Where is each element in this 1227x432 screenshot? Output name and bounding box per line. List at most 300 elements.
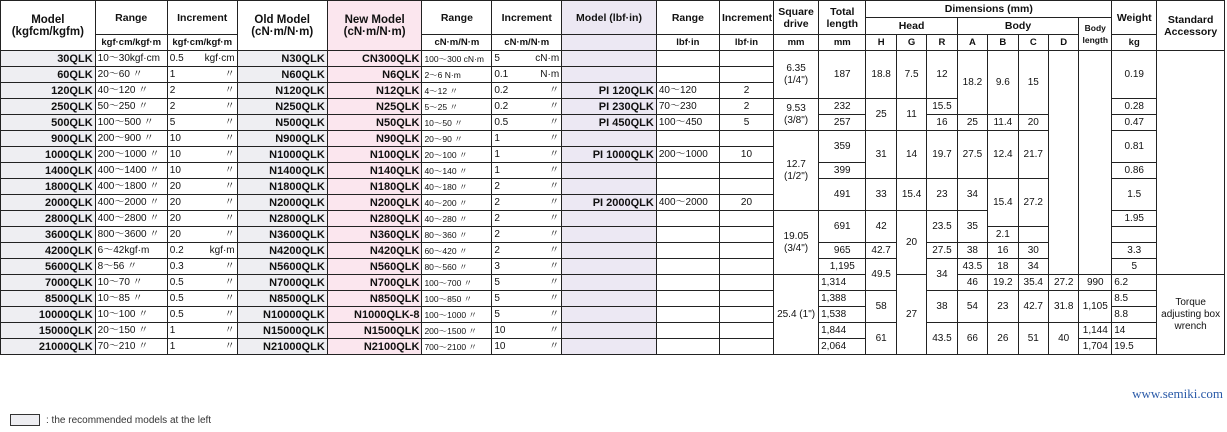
- new-model-cell: N2100QLK: [327, 339, 422, 355]
- new-model-cell: N420QLK: [327, 243, 422, 259]
- new-model-cell: N560QLK: [327, 259, 422, 275]
- dim-a-25: 25: [957, 115, 987, 131]
- dim-r-34: 34: [927, 259, 957, 291]
- header-standard-accessory: Standard Accessory: [1157, 1, 1225, 51]
- dim-h-49-5: 49.5: [866, 259, 896, 291]
- increment2-cell: 10 〃: [492, 323, 562, 339]
- dim-a-38: 38: [957, 243, 987, 259]
- dim-g-7-5: 7.5: [896, 51, 926, 99]
- new-model-cell: N1500QLK: [327, 323, 422, 339]
- increment-cell: 20 〃: [167, 227, 237, 243]
- increment-cell: 10 〃: [167, 163, 237, 179]
- unit-increment-3: lbf·in: [719, 35, 773, 51]
- dim-b-9-6: 9.6: [988, 51, 1018, 115]
- range2-cell: 80～360 〃: [422, 227, 492, 243]
- range2-cell: 700～2100 〃: [422, 339, 492, 355]
- old-model-cell: N5600QLK: [237, 259, 327, 275]
- range2-cell: 4～12 〃: [422, 83, 492, 99]
- body-length-blank: [1079, 51, 1112, 275]
- range2-cell: 100～300 cN·m: [422, 51, 492, 67]
- total-length-491: 491: [819, 179, 866, 211]
- old-model-cell: N500QLK: [237, 115, 327, 131]
- old-model-cell: N900QLK: [237, 131, 327, 147]
- pi-model-cell: [562, 163, 657, 179]
- increment-cell: 0.5 kgf·cm: [167, 51, 237, 67]
- increment3-cell: [719, 323, 773, 339]
- increment-cell: 2 〃: [167, 99, 237, 115]
- increment-cell: 0.5 〃: [167, 307, 237, 323]
- range-cell: 10～85 〃: [95, 291, 167, 307]
- range-cell: 400～2000 〃: [95, 195, 167, 211]
- increment-cell: 20 〃: [167, 211, 237, 227]
- range-cell: 400～2800 〃: [95, 211, 167, 227]
- pi-model-cell: [562, 131, 657, 147]
- dim-c-20: 20: [1018, 115, 1048, 131]
- total-length-257: 257: [819, 115, 866, 131]
- range2-cell: 20～100 〃: [422, 147, 492, 163]
- new-model-cell: N200QLK: [327, 195, 422, 211]
- header-new-model: New Model (cN·m/N·m): [327, 1, 422, 51]
- header-total-length: Total length: [819, 1, 866, 35]
- header-dim-h: H: [866, 35, 896, 51]
- new-model-cell: N850QLK: [327, 291, 422, 307]
- dim-b-16: 16: [988, 243, 1018, 259]
- header-dim-b: B: [988, 35, 1018, 51]
- range3-cell: [656, 275, 719, 291]
- range-cell: 8～56 〃: [95, 259, 167, 275]
- body-length-1704: 1,704: [1079, 339, 1112, 355]
- new-model-cell: N25QLK: [327, 99, 422, 115]
- total-length-965: 965: [819, 243, 866, 259]
- dim-r-43-5: 43.5: [927, 323, 957, 355]
- increment3-cell: [719, 51, 773, 67]
- header-model-lbf: Model (lbf·in): [562, 1, 657, 35]
- dim-r-15-5: 15.5: [927, 99, 957, 115]
- increment-cell: 10 〃: [167, 147, 237, 163]
- dim-g-15-4: 15.4: [896, 179, 926, 211]
- range-cell: 400～1400 〃: [95, 163, 167, 179]
- weight-0-28: 0.28: [1112, 99, 1157, 115]
- range-cell: 800～3600 〃: [95, 227, 167, 243]
- increment-cell: 0.5 〃: [167, 275, 237, 291]
- dim-r-23-5: 23.5: [927, 211, 957, 243]
- model-cell: 3600QLK: [1, 227, 96, 243]
- header-range: Range: [95, 1, 167, 35]
- total-length-1195: 1,195: [819, 259, 866, 275]
- increment-cell: 0.3 〃: [167, 259, 237, 275]
- square-drive-3: 12.7 (1/2"): [774, 131, 819, 211]
- range-cell: 10～70 〃: [95, 275, 167, 291]
- increment-cell: 5 〃: [167, 115, 237, 131]
- total-length-187: 187: [819, 51, 866, 99]
- range-cell: 200～1000 〃: [95, 147, 167, 163]
- increment-cell: 0.2 kgf·m: [167, 243, 237, 259]
- header-dim-r: R: [927, 35, 957, 51]
- dim-b-12-4: 12.4: [988, 131, 1018, 179]
- range3-cell: [656, 323, 719, 339]
- range3-cell: [656, 291, 719, 307]
- increment2-cell: 0.2 〃: [492, 83, 562, 99]
- unit-model-lbf-blank: [562, 35, 657, 51]
- increment3-cell: [719, 243, 773, 259]
- range-cell: 70～210 〃: [95, 339, 167, 355]
- old-model-cell: N3600QLK: [237, 227, 327, 243]
- range2-cell: 100～850 〃: [422, 291, 492, 307]
- increment3-cell: [719, 67, 773, 83]
- new-model-cell: N12QLK: [327, 83, 422, 99]
- footer-url: www.semiki.com: [1132, 386, 1223, 401]
- header-increment-3: Increment: [719, 1, 773, 35]
- dim-a-43-5: 43.5: [957, 259, 987, 275]
- total-length-232: 232: [819, 99, 866, 115]
- increment2-cell: 1 〃: [492, 131, 562, 147]
- model-cell: 1800QLK: [1, 179, 96, 195]
- dim-c-15: 15: [1018, 51, 1048, 115]
- model-cell: 60QLK: [1, 67, 96, 83]
- pi-model-cell: [562, 291, 657, 307]
- range2-cell: 10～50 〃: [422, 115, 492, 131]
- total-length-2064: 2,064: [819, 339, 866, 355]
- dim-b-15-4: 15.4: [988, 179, 1018, 227]
- old-model-cell: N1800QLK: [237, 179, 327, 195]
- old-model-cell: N21000QLK: [237, 339, 327, 355]
- old-model-cell: N8500QLK: [237, 291, 327, 307]
- dim-g-11: 11: [896, 99, 926, 131]
- dim-g-20: 20: [896, 211, 926, 275]
- increment-cell: 20 〃: [167, 195, 237, 211]
- dim-a-35: 35: [957, 211, 987, 243]
- body-length-1144: 1,144: [1079, 323, 1112, 339]
- header-head: Head: [866, 18, 957, 35]
- legend-swatch: [10, 414, 40, 426]
- increment2-cell: 5 〃: [492, 291, 562, 307]
- range3-cell: 70～230: [656, 99, 719, 115]
- header-range-2: Range: [422, 1, 492, 35]
- model-cell: 15000QLK: [1, 323, 96, 339]
- range3-cell: [656, 131, 719, 147]
- model-cell: 1000QLK: [1, 147, 96, 163]
- model-cell: 250QLK: [1, 99, 96, 115]
- body-length-1105: 1,105: [1079, 291, 1112, 323]
- weight-0-86: 0.86: [1112, 163, 1157, 179]
- increment2-cell: 5 〃: [492, 307, 562, 323]
- new-model-cell: N700QLK: [327, 275, 422, 291]
- pi-model-cell: [562, 67, 657, 83]
- dim-b-11-4: 11.4: [988, 115, 1018, 131]
- square-drive-5: 25.4 (1"): [774, 275, 819, 355]
- dim-h-25: 25: [866, 99, 896, 131]
- new-model-cell: CN300QLK: [327, 51, 422, 67]
- weight-1-95: 1.95: [1112, 211, 1157, 227]
- pi-model-cell: PI 450QLK: [562, 115, 657, 131]
- range3-cell: [656, 51, 719, 67]
- new-model-cell: N360QLK: [327, 227, 422, 243]
- increment3-cell: [719, 211, 773, 227]
- range-cell: 20～60 〃: [95, 67, 167, 83]
- dim-g-14: 14: [896, 131, 926, 179]
- weight-0-19: 0.19: [1112, 51, 1157, 99]
- new-model-cell: N1000QLK-8: [327, 307, 422, 323]
- range3-cell: 40～120: [656, 83, 719, 99]
- range-cell: 200～900 〃: [95, 131, 167, 147]
- range3-cell: [656, 307, 719, 323]
- old-model-cell: N60QLK: [237, 67, 327, 83]
- total-length-1844: 1,844: [819, 323, 866, 339]
- range2-cell: 40～140 〃: [422, 163, 492, 179]
- increment2-cell: 3 〃: [492, 259, 562, 275]
- old-model-cell: N10000QLK: [237, 307, 327, 323]
- pi-model-cell: [562, 51, 657, 67]
- weight-8-8: 8.8: [1112, 307, 1157, 323]
- old-model-cell: N15000QLK: [237, 323, 327, 339]
- model-cell: 500QLK: [1, 115, 96, 131]
- old-model-cell: N1400QLK: [237, 163, 327, 179]
- increment-cell: 1 〃: [167, 339, 237, 355]
- body-length-990: 990: [1079, 275, 1112, 291]
- weight-0-81: 0.81: [1112, 131, 1157, 163]
- new-model-cell: N280QLK: [327, 211, 422, 227]
- square-drive-2: 9.53 (3/8"): [774, 99, 819, 131]
- old-model-cell: N30QLK: [237, 51, 327, 67]
- pi-model-cell: PI 120QLK: [562, 83, 657, 99]
- weight-5: 5: [1112, 259, 1157, 275]
- dim-h-42: 42: [866, 211, 896, 243]
- unit-total-length: mm: [819, 35, 866, 51]
- model-cell: 900QLK: [1, 131, 96, 147]
- weight-0-47: 0.47: [1112, 115, 1157, 131]
- model-cell: 2800QLK: [1, 211, 96, 227]
- range3-cell: [656, 339, 719, 355]
- old-model-cell: N7000QLK: [237, 275, 327, 291]
- increment3-cell: [719, 307, 773, 323]
- old-model-cell: N2800QLK: [237, 211, 327, 227]
- dim-h-31: 31: [866, 131, 896, 179]
- dim-a-34: 34: [957, 179, 987, 211]
- range3-cell: 200～1000: [656, 147, 719, 163]
- range2-cell: 40～200 〃: [422, 195, 492, 211]
- increment3-cell: [719, 179, 773, 195]
- dim-c-51: 51: [1018, 323, 1048, 355]
- increment3-cell: [719, 227, 773, 243]
- dim-r-27-5: 27.5: [927, 243, 957, 259]
- dim-d-40: 40: [1048, 323, 1078, 355]
- increment3-cell: 10: [719, 147, 773, 163]
- range2-cell: 5～25 〃: [422, 99, 492, 115]
- weight-1-5: 1.5: [1112, 179, 1157, 211]
- range-cell: 50～250 〃: [95, 99, 167, 115]
- range3-cell: [656, 227, 719, 243]
- dim-h-18-8: 18.8: [866, 51, 896, 99]
- pi-model-cell: PI 230QLK: [562, 99, 657, 115]
- increment-cell: 1 〃: [167, 323, 237, 339]
- range3-cell: [656, 243, 719, 259]
- legend-text: : the recommended models at the left: [46, 414, 212, 426]
- weight-3-3: 3.3: [1112, 243, 1157, 259]
- dim-c-21-7: 21.7: [1018, 131, 1048, 179]
- standard-accessory: Torque adjusting box wrench: [1157, 275, 1225, 355]
- old-model-cell: N4200QLK: [237, 243, 327, 259]
- increment-cell: 2 〃: [167, 83, 237, 99]
- increment3-cell: 5: [719, 115, 773, 131]
- range-cell: 100～500 〃: [95, 115, 167, 131]
- new-model-cell: N6QLK: [327, 67, 422, 83]
- square-drive-4: 19.05 (3/4"): [774, 211, 819, 275]
- total-length-691: 691: [819, 211, 866, 243]
- dim-b-19-2: 19.2: [988, 275, 1018, 291]
- increment2-cell: 0.1 N·m: [492, 67, 562, 83]
- new-model-cell: N50QLK: [327, 115, 422, 131]
- increment2-cell: 2 〃: [492, 211, 562, 227]
- increment3-cell: 2: [719, 99, 773, 115]
- header-model: Model (kgfcm/kgfm): [1, 1, 96, 51]
- range3-cell: [656, 259, 719, 275]
- pi-model-cell: [562, 275, 657, 291]
- square-drive-1: 6.35 (1/4"): [774, 51, 819, 99]
- range2-cell: 40～280 〃: [422, 211, 492, 227]
- range-cell: 6～42kgf·m: [95, 243, 167, 259]
- model-cell: 30QLK: [1, 51, 96, 67]
- range3-cell: 400～2000: [656, 195, 719, 211]
- increment-cell: 20 〃: [167, 179, 237, 195]
- dim-a-27-5: 27.5: [957, 131, 987, 179]
- range-cell: 40～120 〃: [95, 83, 167, 99]
- dim-a-54: 54: [957, 291, 987, 323]
- range2-cell: 2～6 N·m: [422, 67, 492, 83]
- range3-cell: [656, 67, 719, 83]
- range2-cell: 200～1500 〃: [422, 323, 492, 339]
- increment-cell: 0.5 〃: [167, 291, 237, 307]
- header-dim-d: D: [1048, 35, 1078, 51]
- dim-r-12: 12: [927, 51, 957, 99]
- weight-6-2: 6.2: [1112, 275, 1157, 291]
- range3-cell: [656, 179, 719, 195]
- increment2-cell: 5 〃: [492, 275, 562, 291]
- range-cell: 10～100 〃: [95, 307, 167, 323]
- pi-model-cell: [562, 243, 657, 259]
- dim-r-23: 23: [927, 179, 957, 211]
- dim-d-27-2: 27.2: [1048, 275, 1078, 291]
- increment3-cell: [719, 259, 773, 275]
- pi-model-cell: [562, 307, 657, 323]
- header-increment-2: Increment: [492, 1, 562, 35]
- range3-cell: 100～450: [656, 115, 719, 131]
- legend: [10, 414, 211, 426]
- dim-a-66: 66: [957, 323, 987, 355]
- dim-r-16: 16: [927, 115, 957, 131]
- total-length-399: 399: [819, 163, 866, 179]
- dim-c-34: 34: [1018, 259, 1048, 275]
- range2-cell: 80～560 〃: [422, 259, 492, 275]
- range2-cell: 60～420 〃: [422, 243, 492, 259]
- unit-increment: kgf·cm/kgf·m: [167, 35, 237, 51]
- increment2-cell: 0.5 〃: [492, 115, 562, 131]
- unit-range-3: lbf·in: [656, 35, 719, 51]
- range2-cell: 100～700 〃: [422, 275, 492, 291]
- increment3-cell: [719, 275, 773, 291]
- pi-model-cell: [562, 179, 657, 195]
- increment2-cell: 0.2 〃: [492, 99, 562, 115]
- weight-2-1: 2.1: [988, 227, 1018, 243]
- increment2-cell: 2 〃: [492, 227, 562, 243]
- new-model-cell: N100QLK: [327, 147, 422, 163]
- dim-a-46: 46: [957, 275, 987, 291]
- header-range-3: Range: [656, 1, 719, 35]
- accessory-blank: [1157, 51, 1225, 275]
- increment3-cell: [719, 339, 773, 355]
- dim-b-18: 18: [988, 259, 1018, 275]
- dim-c-42-7: 42.7: [1018, 291, 1048, 323]
- increment2-cell: 1 〃: [492, 147, 562, 163]
- total-length-1388: 1,388: [819, 291, 866, 307]
- dim-a-18-2: 18.2: [957, 51, 987, 115]
- pi-model-cell: PI 2000QLK: [562, 195, 657, 211]
- increment3-cell: [719, 291, 773, 307]
- dim-h-61: 61: [866, 323, 896, 355]
- range2-cell: 20～90 〃: [422, 131, 492, 147]
- model-cell: 4200QLK: [1, 243, 96, 259]
- weight-19-5: 19.5: [1112, 339, 1157, 355]
- weight-14: 14: [1112, 323, 1157, 339]
- dim-d-blank: [1048, 51, 1078, 275]
- pi-model-cell: [562, 339, 657, 355]
- header-old-model: Old Model (cN·m/N·m): [237, 1, 327, 51]
- model-cell: 1400QLK: [1, 163, 96, 179]
- unit-increment-2: cN·m/N·m: [492, 35, 562, 51]
- unit-range: kgf·cm/kgf·m: [95, 35, 167, 51]
- old-model-cell: N120QLK: [237, 83, 327, 99]
- header-dim-g: G: [896, 35, 926, 51]
- dim-c-30: 30: [1018, 243, 1048, 259]
- weight-8-5: 8.5: [1112, 291, 1157, 307]
- model-cell: 2000QLK: [1, 195, 96, 211]
- range2-cell: 100～1000 〃: [422, 307, 492, 323]
- pi-model-cell: PI 1000QLK: [562, 147, 657, 163]
- range-cell: 10～30kgf·cm: [95, 51, 167, 67]
- dim-c-27-2: 27.2: [1018, 179, 1048, 227]
- model-cell: 5600QLK: [1, 259, 96, 275]
- increment-cell: 10 〃: [167, 131, 237, 147]
- range3-cell: [656, 211, 719, 227]
- increment3-cell: [719, 163, 773, 179]
- dim-d-31-8: 31.8: [1048, 291, 1078, 323]
- unit-range-2: cN·m/N·m: [422, 35, 492, 51]
- header-body: Body: [957, 18, 1079, 35]
- new-model-cell: N90QLK: [327, 131, 422, 147]
- unit-weight: kg: [1112, 35, 1157, 51]
- header-dim-c: C: [1018, 35, 1048, 51]
- dim-h-42-7: 42.7: [866, 243, 896, 259]
- old-model-cell: N1000QLK: [237, 147, 327, 163]
- header-weight: Weight: [1112, 1, 1157, 35]
- total-length-1538: 1,538: [819, 307, 866, 323]
- dim-g-27: 27: [896, 275, 926, 355]
- increment3-cell: 20: [719, 195, 773, 211]
- increment2-cell: 2 〃: [492, 179, 562, 195]
- total-length-359: 359: [819, 131, 866, 163]
- dim-b-26: 26: [988, 323, 1018, 355]
- dim-c-35-4: 35.4: [1018, 275, 1048, 291]
- increment-cell: 1 〃: [167, 67, 237, 83]
- increment3-cell: [719, 131, 773, 147]
- header-square-drive: Square drive: [774, 1, 819, 35]
- range-cell: 20～150 〃: [95, 323, 167, 339]
- range-cell: 400～1800 〃: [95, 179, 167, 195]
- header-dim-a: A: [957, 35, 987, 51]
- increment3-cell: 2: [719, 83, 773, 99]
- range2-cell: 40～180 〃: [422, 179, 492, 195]
- increment2-cell: 1 〃: [492, 163, 562, 179]
- pi-model-cell: [562, 211, 657, 227]
